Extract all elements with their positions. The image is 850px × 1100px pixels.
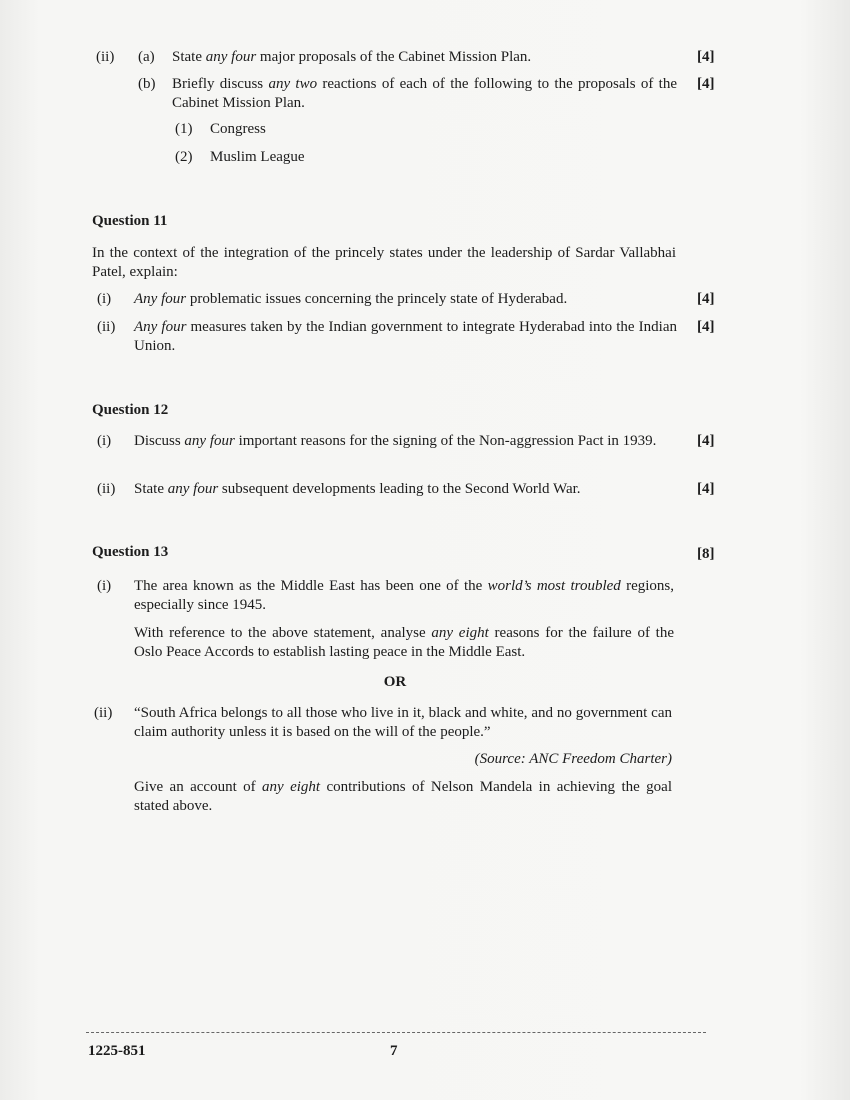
q12-ii-label: (ii) <box>97 481 116 497</box>
q12-ii-text: State any four subsequent developments leading to the Second World War. <box>134 481 581 497</box>
page-number: 7 <box>390 1043 398 1059</box>
q10-ii-label: (ii) <box>96 49 115 65</box>
q11-ii-label: (ii) <box>97 319 116 335</box>
q10-ii-b-marks: [4] <box>697 76 715 92</box>
q10-ii-a-marks: [4] <box>697 49 715 65</box>
q13-ii-quote: “South Africa belongs to all those who live in it, black and white, and no government can claim authority unless it is based on the will of the people.” <box>134 705 672 740</box>
paper-code: 1225-851 <box>88 1043 146 1059</box>
or-separator: OR <box>383 674 407 690</box>
q13-i-instruction: With reference to the above statement, analyse any eight reasons for the failure of the Oslo Peace Accords to establish lasting peace in the Middle East. <box>134 625 675 660</box>
question-12-heading: Question 12 <box>92 402 169 418</box>
question-13-heading: Question 13 <box>92 544 169 560</box>
q10-ii-b-label: (b) <box>138 76 156 92</box>
footer-rule <box>86 1032 706 1033</box>
q10-ii-b-text: Briefly discuss any two reactions of each of the following to the proposals of the Cabinet Mission Plan. <box>172 76 677 111</box>
q13-ii-label: (ii) <box>94 705 113 721</box>
q13-ii-instruction: Give an account of any eight contributions of Nelson Mandela in achieving the goal stated above. <box>134 779 672 814</box>
q11-ii-marks: [4] <box>697 319 715 335</box>
q13-marks: [8] <box>697 546 715 562</box>
q11-intro: In the context of the integration of the princely states under the leadership of Sardar Vallabhai Patel, explain: <box>92 245 676 280</box>
q10-sub2-text: Muslim League <box>210 149 305 165</box>
q10-sub1-text: Congress <box>210 121 266 137</box>
q10-sub1-label: (1) <box>175 121 193 137</box>
q12-i-text: Discuss any four important reasons for the signing of the Non-aggression Pact in 1939. <box>134 433 657 449</box>
q12-i-marks: [4] <box>697 433 715 449</box>
q11-i-label: (i) <box>97 291 112 307</box>
q13-i-text: The area known as the Middle East has been one of the world’s most troubled regions, especially since 1945. <box>134 578 674 613</box>
q10-sub2-label: (2) <box>175 149 193 165</box>
q11-ii-text: Any four measures taken by the Indian government to integrate Hyderabad into the Indian Union. <box>134 319 677 354</box>
q11-i-marks: [4] <box>697 291 715 307</box>
q13-ii-source: (Source: ANC Freedom Charter) <box>474 751 672 767</box>
q12-ii-marks: [4] <box>697 481 715 497</box>
q12-i-label: (i) <box>97 433 112 449</box>
question-11-heading: Question 11 <box>92 213 168 229</box>
q10-ii-a-label: (a) <box>138 49 155 65</box>
q10-ii-a-text: State any four major proposals of the Cabinet Mission Plan. <box>172 49 532 65</box>
q11-i-text: Any four problematic issues concerning the princely state of Hyderabad. <box>134 291 568 307</box>
q13-i-label: (i) <box>97 578 112 594</box>
